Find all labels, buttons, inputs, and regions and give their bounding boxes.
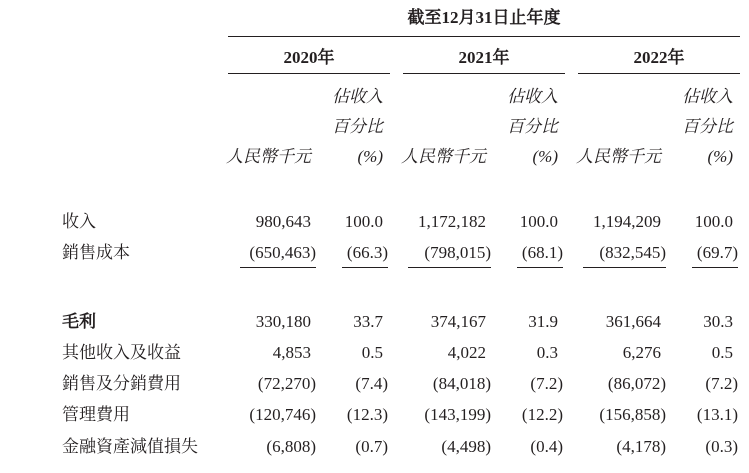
gross-profit-pct-2021: 31.9	[528, 312, 558, 331]
period-title: 截至12月31日止年度	[407, 8, 561, 27]
amount-unit-2020: 人民幣千元	[226, 147, 311, 166]
gross-profit-amount-2021: 374,167	[430, 312, 486, 331]
row-label-impairment-losses: 金融資產減值損失	[62, 437, 198, 456]
year-underline-2022	[578, 73, 740, 74]
amount-unit-2021: 人民幣千元	[401, 147, 486, 166]
other-income-amount-2021: 4,022	[447, 343, 486, 362]
cost-of-sales-amount-2021: (798,015)	[424, 243, 491, 262]
selling-expenses-pct-2020: (7.4)	[355, 374, 388, 393]
row-selling-distribution-expenses	[0, 374, 749, 394]
gross-profit-pct-2020: 33.7	[353, 312, 383, 331]
cost-of-sales-pct-2022: (69.7)	[696, 243, 738, 262]
row-label-selling-distribution-expenses: 銷售及分銷費用	[62, 374, 181, 393]
year-underline-2021	[403, 73, 565, 74]
year-heading-2020: 2020年	[283, 48, 335, 67]
row-impairment-losses-financial-assets	[0, 437, 749, 457]
pct-heading-line1-2020: 佔收入	[332, 87, 383, 106]
other-income-pct-2021: 0.3	[536, 343, 558, 362]
pct-unit-2020: (%)	[357, 147, 383, 166]
admin-expenses-pct-2021: (12.2)	[521, 405, 563, 424]
year-heading-2021: 2021年	[458, 48, 510, 67]
pct-heading-line2-2021: 百分比	[507, 117, 558, 136]
subtotal-underline	[240, 267, 316, 268]
impairment-pct-2021: (0.4)	[530, 437, 563, 456]
pct-unit-2021: (%)	[532, 147, 558, 166]
subtotal-underline	[692, 267, 738, 268]
row-cost-of-sales	[0, 243, 749, 263]
selling-expenses-amount-2021: (84,018)	[432, 374, 491, 393]
row-other-income-and-gains	[0, 343, 749, 363]
amount-unit-2022: 人民幣千元	[576, 147, 661, 166]
row-label-administrative-expenses: 管理費用	[62, 405, 130, 424]
row-revenue	[0, 212, 749, 232]
admin-expenses-amount-2022: (156,858)	[599, 405, 666, 424]
row-administrative-expenses	[0, 405, 749, 425]
revenue-pct-2022: 100.0	[694, 212, 733, 231]
gross-profit-pct-2022: 30.3	[703, 312, 733, 331]
subtotal-underline	[342, 267, 388, 268]
admin-expenses-amount-2020: (120,746)	[249, 405, 316, 424]
impairment-pct-2020: (0.7)	[355, 437, 388, 456]
impairment-pct-2022: (0.3)	[705, 437, 738, 456]
row-label-revenue: 收入	[62, 212, 96, 231]
other-income-pct-2022: 0.5	[711, 343, 733, 362]
row-gross-profit	[0, 312, 749, 332]
impairment-amount-2022: (4,178)	[616, 437, 666, 456]
other-income-pct-2020: 0.5	[361, 343, 383, 362]
pct-unit-2022: (%)	[707, 147, 733, 166]
revenue-amount-2020: 980,643	[255, 212, 311, 231]
gross-profit-amount-2022: 361,664	[605, 312, 661, 331]
pct-heading-line2-2022: 百分比	[682, 117, 733, 136]
period-title-underline	[228, 36, 740, 37]
row-label-cost-of-sales: 銷售成本	[62, 243, 130, 262]
impairment-amount-2020: (6,808)	[266, 437, 316, 456]
subtotal-underline	[583, 267, 666, 268]
revenue-pct-2021: 100.0	[519, 212, 558, 231]
row-label-other-income-and-gains: 其他收入及收益	[62, 343, 181, 362]
cost-of-sales-pct-2021: (68.1)	[521, 243, 563, 262]
admin-expenses-pct-2022: (13.1)	[696, 405, 738, 424]
other-income-amount-2022: 6,276	[622, 343, 661, 362]
admin-expenses-pct-2020: (12.3)	[346, 405, 388, 424]
gross-profit-amount-2020: 330,180	[255, 312, 311, 331]
pct-heading-line2-2020: 百分比	[332, 117, 383, 136]
pct-heading-line1-2022: 佔收入	[682, 87, 733, 106]
other-income-amount-2020: 4,853	[272, 343, 311, 362]
cost-of-sales-amount-2022: (832,545)	[599, 243, 666, 262]
subtotal-underline	[517, 267, 563, 268]
selling-expenses-amount-2022: (86,072)	[607, 374, 666, 393]
revenue-pct-2020: 100.0	[344, 212, 383, 231]
pct-heading-line1-2021: 佔收入	[507, 87, 558, 106]
year-heading-2022: 2022年	[633, 48, 685, 67]
revenue-amount-2021: 1,172,182	[418, 212, 486, 231]
subtotal-underline	[408, 267, 491, 268]
admin-expenses-amount-2021: (143,199)	[424, 405, 491, 424]
selling-expenses-amount-2020: (72,270)	[257, 374, 316, 393]
cost-of-sales-pct-2020: (66.3)	[346, 243, 388, 262]
selling-expenses-pct-2022: (7.2)	[705, 374, 738, 393]
revenue-amount-2022: 1,194,209	[593, 212, 661, 231]
cost-of-sales-amount-2020: (650,463)	[249, 243, 316, 262]
impairment-amount-2021: (4,498)	[441, 437, 491, 456]
row-label-gross-profit: 毛利	[62, 312, 96, 331]
year-underline-2020	[228, 73, 390, 74]
selling-expenses-pct-2021: (7.2)	[530, 374, 563, 393]
